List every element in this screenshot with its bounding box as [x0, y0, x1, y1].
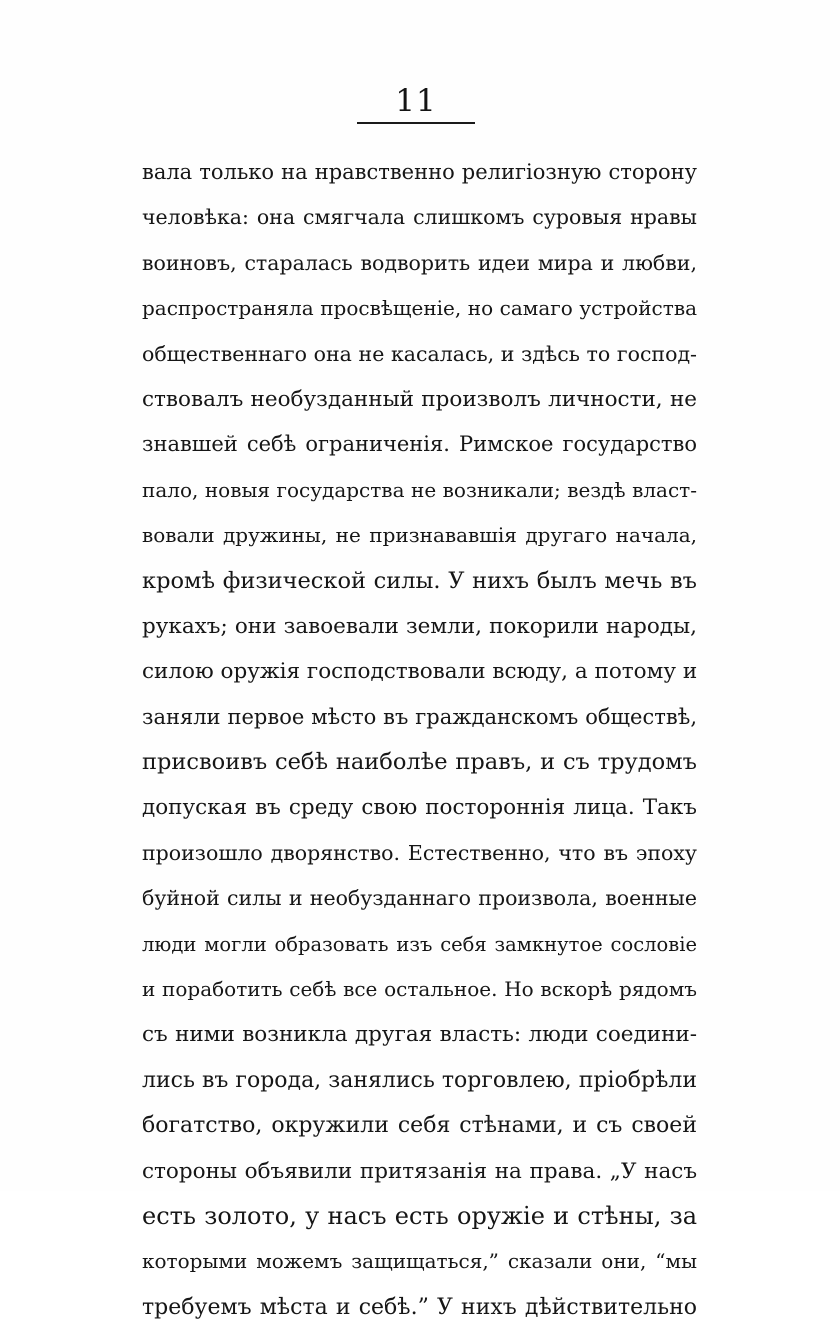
text-line: силою оружія господствовали всюду, а потому и: [142, 659, 697, 685]
text-line: стороны объявили притязанія на права. „У насъ: [142, 1158, 697, 1184]
header-rule: [357, 122, 475, 124]
body-text: [142, 150, 697, 1330]
text-line: рукахъ; они завоевали земли, покорили народы,: [142, 613, 697, 639]
text-line: лись въ города, занялись торговлею, пріобрѣли: [142, 1067, 697, 1093]
text-line: вала только на нравственно религіозную сторону: [142, 160, 697, 184]
text-line: съ ними возникла другая власть: люди соедини-: [142, 1022, 697, 1048]
text-line: ствовалъ необузданный произволъ личности, не: [142, 386, 697, 412]
page-number: 11: [395, 83, 437, 119]
text-line: люди могли образовать изъ себя замкнутое сословіе: [142, 932, 697, 956]
text-line: общественнаго она не касалась, и здѣсь то господ-: [142, 341, 697, 366]
text-line: которыми можемъ защищаться,” сказали они, “мы: [142, 1249, 697, 1274]
text-line: буйной силы и необузданнаго произвола, военные: [142, 886, 697, 911]
text-line: присвоивъ себѣ наиболѣе правъ, и съ трудомъ: [142, 749, 697, 776]
text-line: воиновъ, старалась водворить идеи мира и любви,: [142, 250, 697, 275]
text-line: кромѣ физической силы. У нихъ былъ мечь въ: [142, 567, 697, 594]
text-line: и поработить себѣ все остальное. Но вскорѣ рядомъ: [142, 977, 697, 1002]
text-line: произошло дворянство. Естественно, что въ эпоху: [142, 840, 697, 865]
text-line: знавшей себѣ ограниченія. Римское государство: [142, 432, 697, 457]
text-line: человѣка: она смягчала слишкомъ суровыя нравы: [142, 205, 697, 230]
text-line: пало, новыя государства не возникали; вездѣ власт-: [142, 477, 697, 502]
text-line: заняли первое мѣсто въ гражданскомъ обществѣ,: [142, 704, 697, 729]
text-line: требуемъ мѣста и себѣ.” У нихъ дѣйствительно: [142, 1294, 697, 1320]
text-line: богатство, окружили себя стѣнами, и съ своей: [142, 1113, 697, 1139]
text-line: распространяла просвѣщеніе, но самаго устройства: [142, 296, 697, 321]
text-line: вовали дружины, не признававшія другаго начала,: [142, 523, 697, 548]
text-line: есть золото, у насъ есть оружіе и стѣны, за: [142, 1201, 697, 1230]
text-line: допуская въ среду свою постороннія лица. Такъ: [142, 795, 697, 821]
